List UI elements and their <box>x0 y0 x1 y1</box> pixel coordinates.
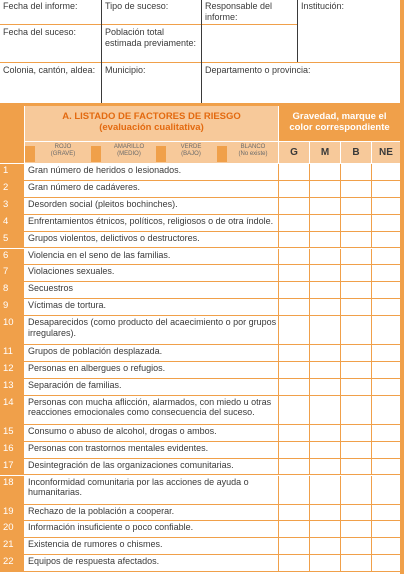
table-row <box>0 505 400 522</box>
severity-cell-m[interactable] <box>310 425 340 442</box>
divider <box>340 164 341 181</box>
row-number: 3 <box>0 198 24 215</box>
divider <box>371 164 372 181</box>
row-number: 15 <box>0 425 24 442</box>
divider <box>309 316 310 345</box>
divider <box>309 521 310 538</box>
severity-cell-g[interactable] <box>279 232 309 249</box>
divider <box>278 345 279 362</box>
risk-factor-label: Existencia de rumores o chismes. <box>28 539 163 550</box>
severity-cell-b[interactable] <box>341 232 371 249</box>
responsable-field[interactable]: Responsable del informe: <box>205 1 273 22</box>
risk-factor-label: Violaciones sexuales. <box>28 266 115 277</box>
table-row <box>0 538 400 555</box>
severity-cell-b[interactable] <box>341 316 371 345</box>
severity-cell-g[interactable] <box>279 265 309 282</box>
divider <box>340 425 341 442</box>
risk-factor-label: Desintegración de las organizaciones comunitarias. <box>28 459 234 470</box>
row-number: 12 <box>0 362 24 379</box>
severity-header-line2: color correspondiente <box>289 122 390 133</box>
divider <box>371 555 372 572</box>
severity-cell-g[interactable] <box>279 442 309 459</box>
risk-factor-label: Equipos de respuesta afectados. <box>28 556 160 567</box>
divider <box>309 299 310 316</box>
table-row <box>0 345 400 362</box>
table-row <box>0 299 400 316</box>
severity-cell-g[interactable] <box>279 459 309 476</box>
row-number: 16 <box>0 442 24 459</box>
row-number: 19 <box>0 505 24 522</box>
municipio-field[interactable]: Municipio: <box>105 65 146 75</box>
column-header-g: G <box>279 142 309 163</box>
severity-cell-b[interactable] <box>341 265 371 282</box>
divider <box>340 232 341 249</box>
severity-cell-b[interactable] <box>341 555 371 572</box>
divider <box>0 24 298 25</box>
severity-cell-ne[interactable] <box>372 249 400 266</box>
table-row <box>0 249 400 266</box>
severity-cell-ne[interactable] <box>372 362 400 379</box>
severity-cell-g[interactable] <box>279 396 309 425</box>
divider <box>309 215 310 232</box>
severity-cell-m[interactable] <box>310 362 340 379</box>
tipo-suceso-field[interactable]: Tipo de suceso: <box>105 1 169 11</box>
risk-factor-label: Violencia en el seno de las familias. <box>28 249 171 260</box>
row-number: 17 <box>0 459 24 476</box>
table-row <box>0 215 400 232</box>
severity-cell-g[interactable] <box>279 555 309 572</box>
severity-cell-b[interactable] <box>341 476 371 505</box>
severity-cell-b[interactable] <box>341 164 371 181</box>
table-number-header <box>0 106 24 163</box>
divider <box>340 521 341 538</box>
divider <box>309 538 310 555</box>
colonia-field[interactable]: Colonia, cantón, aldea: <box>3 65 96 75</box>
divider <box>340 459 341 476</box>
divider <box>371 316 372 345</box>
severity-cell-ne[interactable] <box>372 299 400 316</box>
table-row <box>0 316 400 345</box>
divider <box>278 299 279 316</box>
legend-sublabel: (MEDIO) <box>117 151 141 157</box>
divider <box>278 198 279 215</box>
severity-cell-ne[interactable] <box>372 345 400 362</box>
severity-cell-b[interactable] <box>341 249 371 266</box>
legend-swatch <box>91 146 101 162</box>
severity-cell-b[interactable] <box>341 521 371 538</box>
risk-factor-label: Personas con trastornos mentales evidentes. <box>28 442 209 453</box>
row-number: 14 <box>0 396 24 425</box>
risk-factor-label: Secuestros <box>28 283 74 294</box>
table-row <box>0 379 400 396</box>
risk-factor-label: Personas en albergues o refugios. <box>28 363 166 373</box>
divider <box>371 538 372 555</box>
divider <box>371 198 372 215</box>
severity-cell-g[interactable] <box>279 538 309 555</box>
table-row <box>0 198 400 215</box>
divider <box>278 555 279 572</box>
table-row <box>0 521 400 538</box>
table-row <box>0 362 400 379</box>
report-info-block <box>0 0 400 103</box>
divider <box>371 476 372 505</box>
risk-factor-label: Desaparecidos (como producto del acaecimiento o por grupos irregulares). <box>28 317 277 338</box>
divider <box>371 345 372 362</box>
severity-cell-b[interactable] <box>341 198 371 215</box>
legend-label: VERDE <box>180 144 202 150</box>
severity-cell-m[interactable] <box>310 265 340 282</box>
severity-cell-m[interactable] <box>310 164 340 181</box>
severity-cell-m[interactable] <box>310 396 340 425</box>
row-number: 6 <box>0 249 24 266</box>
row-number: 8 <box>0 282 24 299</box>
divider <box>309 379 310 396</box>
row-number: 11 <box>0 345 24 362</box>
table-row <box>0 164 400 181</box>
divider <box>278 521 279 538</box>
divider <box>309 249 310 266</box>
risk-factor-label: Gran número de cadáveres. <box>28 181 141 192</box>
row-number: 22 <box>0 555 24 572</box>
legend-verde <box>168 144 214 158</box>
divider <box>278 396 279 425</box>
severity-cell-m[interactable] <box>310 476 340 505</box>
severity-cell-m[interactable] <box>310 299 340 316</box>
legend-swatch <box>217 146 227 162</box>
divider <box>371 215 372 232</box>
legend-label: BLANCO <box>240 144 266 150</box>
divider <box>101 0 102 103</box>
severity-cell-g[interactable] <box>279 345 309 362</box>
row-number: 18 <box>0 476 24 505</box>
legend-label: AMARILLO <box>113 144 145 150</box>
severity-cell-b[interactable] <box>341 459 371 476</box>
severity-cell-b[interactable] <box>341 425 371 442</box>
severity-cell-ne[interactable] <box>372 198 400 215</box>
severity-cell-m[interactable] <box>310 181 340 198</box>
severity-cell-b[interactable] <box>341 442 371 459</box>
legend-label: ROJO <box>54 144 72 150</box>
row-number: 10 <box>0 316 24 345</box>
severity-cell-g[interactable] <box>279 425 309 442</box>
divider <box>201 0 202 103</box>
divider <box>371 459 372 476</box>
divider <box>340 316 341 345</box>
table-row <box>0 459 400 476</box>
legend-swatch <box>156 146 166 162</box>
divider <box>340 505 341 522</box>
divider <box>309 345 310 362</box>
risk-factor-label: Gran número de heridos o lesionados. <box>28 165 182 175</box>
divider <box>278 249 279 266</box>
column-header-m: M <box>310 142 340 163</box>
row-number: 1 <box>0 164 24 181</box>
divider <box>278 505 279 522</box>
row-number: 13 <box>0 379 24 396</box>
legend-swatch <box>25 146 35 162</box>
divider <box>340 379 341 396</box>
risk-factors-table <box>0 106 400 574</box>
table-row <box>0 181 400 198</box>
divider <box>278 476 279 505</box>
severity-cell-ne[interactable] <box>372 316 400 345</box>
risk-factor-label: Personas con mucha aflicción, alarmados, con miedo u otras reacciones emocionales como consecuencia del suceso. <box>28 396 272 418</box>
legend-sublabel: (No existe) <box>238 151 268 157</box>
risk-factor-label: Desorden social (pleitos bochinches). <box>28 198 178 209</box>
severity-cell-b[interactable] <box>341 538 371 555</box>
divider <box>340 299 341 316</box>
table-row <box>0 265 400 282</box>
severity-cell-g[interactable] <box>279 299 309 316</box>
divider <box>278 215 279 232</box>
divider <box>340 442 341 459</box>
divider <box>340 555 341 572</box>
row-number: 20 <box>0 521 24 538</box>
severity-cell-g[interactable] <box>279 505 309 522</box>
divider <box>371 379 372 396</box>
divider <box>340 362 341 379</box>
severity-cell-g[interactable] <box>279 164 309 181</box>
table-row <box>0 476 400 505</box>
poblacion-total-field[interactable]: Población total estimada previamente: <box>105 27 197 48</box>
risk-factor-label: Consumo o abuso de alcohol, drogas o ambos. <box>28 425 217 436</box>
divider <box>309 505 310 522</box>
row-number: 4 <box>0 215 24 232</box>
severity-cell-ne[interactable] <box>372 164 400 181</box>
risk-factor-label: Separación de familias. <box>28 379 122 390</box>
divider <box>278 181 279 198</box>
divider <box>371 181 372 198</box>
divider <box>24 571 400 572</box>
severity-cell-b[interactable] <box>341 299 371 316</box>
severity-cell-m[interactable] <box>310 215 340 232</box>
legend-amarillo <box>103 144 155 158</box>
divider <box>340 396 341 425</box>
severity-cell-g[interactable] <box>279 198 309 215</box>
fecha-suceso-field[interactable]: Fecha del suceso: <box>3 27 77 37</box>
severity-cell-ne[interactable] <box>372 232 400 249</box>
divider <box>278 538 279 555</box>
divider <box>371 505 372 522</box>
table-title <box>25 106 278 141</box>
divider <box>371 282 372 299</box>
severity-cell-m[interactable] <box>310 442 340 459</box>
divider <box>371 232 372 249</box>
divider <box>340 265 341 282</box>
risk-factor-label: Grupos violentos, delictivos o destructores. <box>28 232 200 243</box>
divider <box>340 476 341 505</box>
severity-cell-ne[interactable] <box>372 555 400 572</box>
divider <box>278 379 279 396</box>
severity-cell-ne[interactable] <box>372 181 400 198</box>
severity-cell-ne[interactable] <box>372 538 400 555</box>
divider <box>371 249 372 266</box>
severity-cell-m[interactable] <box>310 555 340 572</box>
severity-cell-m[interactable] <box>310 316 340 345</box>
divider <box>371 396 372 425</box>
divider <box>340 215 341 232</box>
row-number: 2 <box>0 181 24 198</box>
severity-cell-m[interactable] <box>310 198 340 215</box>
severity-cell-m[interactable] <box>310 459 340 476</box>
risk-factor-label: Rechazo de la población a cooperar. <box>28 505 175 516</box>
risk-factor-label: Información insuficiente o poco confiable. <box>28 522 194 533</box>
severity-cell-m[interactable] <box>310 538 340 555</box>
divider <box>309 442 310 459</box>
severity-cell-ne[interactable] <box>372 521 400 538</box>
divider <box>309 232 310 249</box>
row-number: 5 <box>0 232 24 249</box>
divider <box>278 164 279 181</box>
divider <box>278 232 279 249</box>
severity-cell-b[interactable] <box>341 396 371 425</box>
divider <box>371 521 372 538</box>
severity-cell-g[interactable] <box>279 316 309 345</box>
severity-cell-ne[interactable] <box>372 215 400 232</box>
severity-cell-g[interactable] <box>279 181 309 198</box>
divider <box>0 62 400 63</box>
divider <box>340 345 341 362</box>
severity-cell-m[interactable] <box>310 249 340 266</box>
severity-cell-g[interactable] <box>279 362 309 379</box>
divider <box>278 442 279 459</box>
severity-cell-m[interactable] <box>310 282 340 299</box>
legend-sublabel: (BAJO) <box>181 151 201 157</box>
column-header-ne: NE <box>372 142 400 163</box>
color-legend <box>25 142 278 163</box>
severity-cell-ne[interactable] <box>372 265 400 282</box>
divider <box>278 362 279 379</box>
divider <box>309 362 310 379</box>
severity-cell-b[interactable] <box>341 505 371 522</box>
row-number: 21 <box>0 538 24 555</box>
divider <box>278 282 279 299</box>
severity-cell-g[interactable] <box>279 476 309 505</box>
risk-factor-label: Inconformidad comunitaria por las acciones de ayuda o humanitarias. <box>28 476 249 497</box>
severity-header <box>279 106 400 141</box>
table-row <box>0 282 400 299</box>
severity-cell-b[interactable] <box>341 345 371 362</box>
severity-cell-ne[interactable] <box>372 505 400 522</box>
severity-cell-b[interactable] <box>341 215 371 232</box>
severity-cell-g[interactable] <box>279 282 309 299</box>
divider <box>297 0 298 62</box>
severity-cell-ne[interactable] <box>372 476 400 505</box>
table-row <box>0 555 400 572</box>
severity-cell-g[interactable] <box>279 249 309 266</box>
table-title-line1: A. LISTADO DE FACTORES DE RIESGO <box>62 111 241 122</box>
column-header-b: B <box>341 142 371 163</box>
divider <box>278 265 279 282</box>
severity-cell-b[interactable] <box>341 362 371 379</box>
divider <box>278 425 279 442</box>
divider <box>371 299 372 316</box>
divider <box>309 459 310 476</box>
severity-cell-m[interactable] <box>310 232 340 249</box>
institucion-field[interactable]: Institución: <box>301 1 345 11</box>
fecha-informe-field[interactable]: Fecha del informe: <box>3 1 78 11</box>
severity-cell-g[interactable] <box>279 215 309 232</box>
divider <box>340 181 341 198</box>
legend-rojo <box>37 144 89 158</box>
severity-cell-b[interactable] <box>341 379 371 396</box>
severity-cell-ne[interactable] <box>372 282 400 299</box>
divider <box>340 282 341 299</box>
divider <box>278 459 279 476</box>
table-row <box>0 396 400 425</box>
legend-sublabel: (GRAVE) <box>50 151 76 157</box>
severity-header-line1: Gravedad, marque el <box>292 111 387 122</box>
divider <box>278 316 279 345</box>
divider <box>309 198 310 215</box>
divider <box>371 442 372 459</box>
severity-cell-ne[interactable] <box>372 459 400 476</box>
table-title-line2: (evaluación cualitativa) <box>99 122 204 133</box>
severity-cell-m[interactable] <box>310 345 340 362</box>
divider <box>309 282 310 299</box>
row-number: 7 <box>0 265 24 282</box>
divider <box>309 555 310 572</box>
divider <box>309 164 310 181</box>
severity-cell-ne[interactable] <box>372 425 400 442</box>
legend-blanco <box>229 144 277 158</box>
table-row <box>0 425 400 442</box>
severity-cell-g[interactable] <box>279 379 309 396</box>
table-row <box>0 232 400 249</box>
severity-cell-b[interactable] <box>341 181 371 198</box>
divider <box>371 265 372 282</box>
divider <box>340 538 341 555</box>
divider <box>371 425 372 442</box>
row-number: 9 <box>0 299 24 316</box>
divider <box>309 425 310 442</box>
severity-cell-ne[interactable] <box>372 379 400 396</box>
divider <box>309 265 310 282</box>
divider <box>340 198 341 215</box>
severity-cell-m[interactable] <box>310 521 340 538</box>
divider <box>309 396 310 425</box>
severity-cell-ne[interactable] <box>372 396 400 425</box>
severity-cell-m[interactable] <box>310 505 340 522</box>
risk-factor-label: Víctimas de tortura. <box>28 300 107 311</box>
divider <box>371 362 372 379</box>
divider <box>340 249 341 266</box>
severity-cell-ne[interactable] <box>372 442 400 459</box>
severity-cell-m[interactable] <box>310 379 340 396</box>
divider <box>309 476 310 505</box>
risk-factor-label: Enfrentamientos étnicos, políticos, religiosos o de otra índole. <box>28 215 274 226</box>
table-row <box>0 442 400 459</box>
departamento-field[interactable]: Departamento o provincia: <box>205 65 311 75</box>
severity-cell-g[interactable] <box>279 521 309 538</box>
divider <box>309 181 310 198</box>
risk-factor-label: Grupos de población desplazada. <box>28 346 163 357</box>
severity-cell-b[interactable] <box>341 282 371 299</box>
